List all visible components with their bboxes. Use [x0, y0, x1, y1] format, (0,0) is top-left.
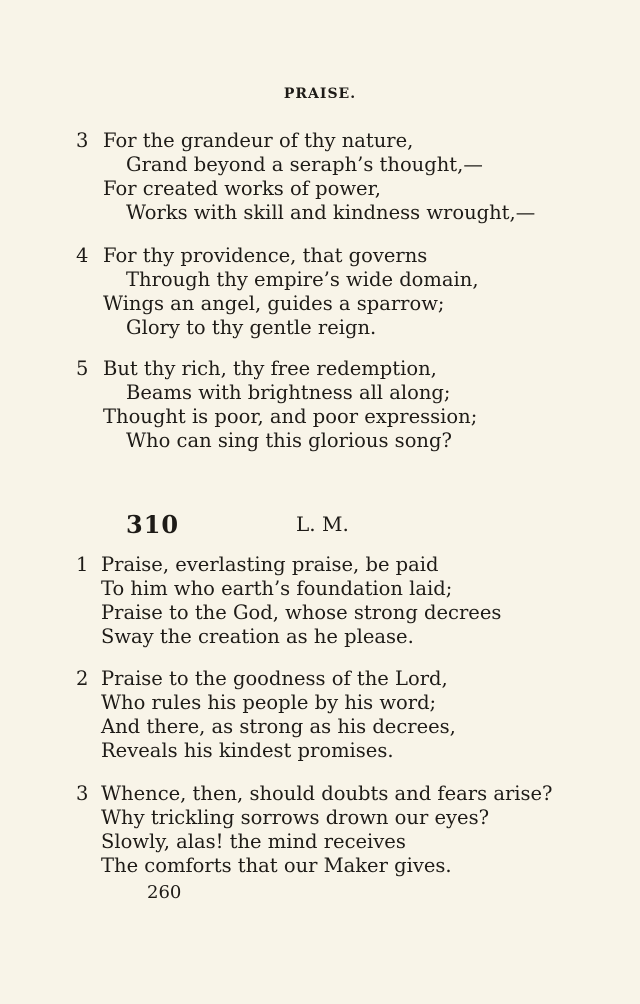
verse-line: Works with skill and kindness wrought,—	[126, 201, 536, 224]
verse-line: Slowly, alas! the mind receives	[101, 830, 406, 853]
running-head: PRAISE.	[283, 86, 357, 102]
verse-line: Sway the creation as he please.	[101, 625, 414, 648]
stanza-number: 4	[76, 244, 89, 267]
stanza-number: 1	[76, 553, 89, 576]
verse-line: Who rules his people by his word;	[101, 691, 437, 714]
verse-line: But thy rich, thy free redemption,	[103, 357, 437, 380]
verse-line: Praise to the God, whose strong decrees	[101, 601, 502, 624]
stanza-number: 5	[76, 357, 89, 380]
verse-line: Whence, then, should doubts and fears arise?	[101, 782, 553, 805]
verse-line: Wings an angel, guides a sparrow;	[103, 292, 445, 315]
verse-line: Praise, everlasting praise, be paid	[101, 553, 439, 576]
verse-line: To him who earth’s foundation laid;	[101, 577, 453, 600]
hymn-number: 310	[126, 510, 180, 539]
hymn-meter: L. M.	[296, 512, 349, 536]
verse-line: And there, as strong as his decrees,	[101, 715, 456, 738]
verse-line: Why trickling sorrows drown our eyes?	[101, 806, 490, 829]
verse-line: For the grandeur of thy nature,	[103, 129, 414, 152]
verse-line: Beams with brightness all along;	[126, 381, 451, 404]
verse-line: For thy providence, that governs	[103, 244, 428, 267]
stanza-number: 3	[76, 782, 89, 805]
stanza-number: 3	[76, 129, 89, 152]
verse-line: Thought is poor, and poor expression;	[103, 405, 478, 428]
verse-line: Grand beyond a seraph’s thought,—	[126, 153, 483, 176]
verse-line: Glory to thy gentle reign.	[126, 316, 377, 339]
verse-line: For created works of power,	[103, 177, 381, 200]
verse-line: The comforts that our Maker gives.	[101, 854, 452, 877]
page-number: 260	[147, 882, 182, 903]
verse-line: Through thy empire’s wide domain,	[126, 268, 479, 291]
verse-line: Reveals his kindest promises.	[101, 739, 394, 762]
stanza-number: 2	[76, 667, 89, 690]
verse-line: Praise to the goodness of the Lord,	[101, 667, 448, 690]
verse-line: Who can sing this glorious song?	[126, 429, 452, 452]
